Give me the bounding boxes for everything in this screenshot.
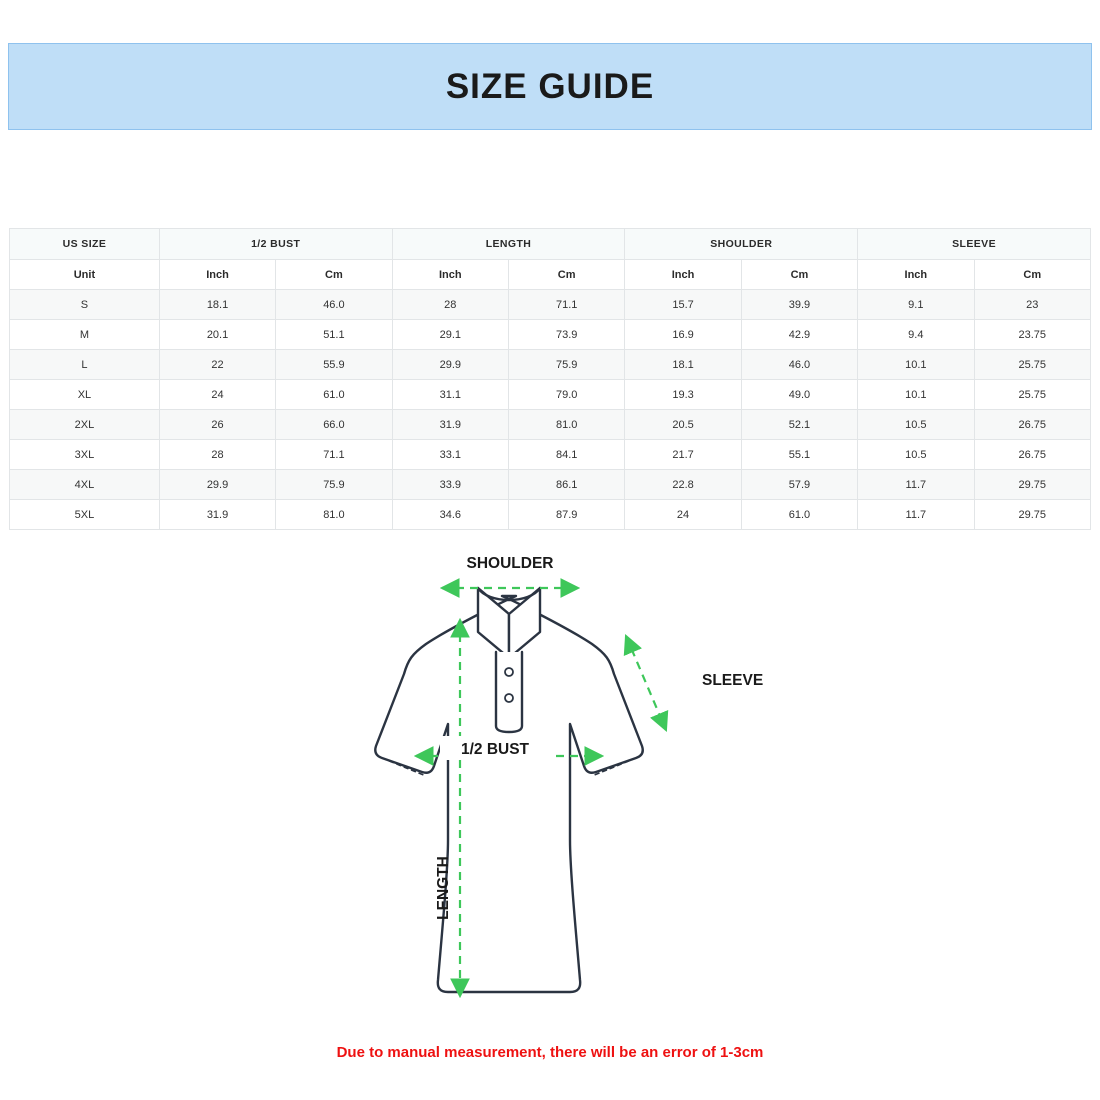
cell-length-cm: 71.1 <box>508 290 624 320</box>
measurement-disclaimer: Due to manual measurement, there will be an error of 1-3cm <box>336 1044 764 1061</box>
cell-shoulder-cm: 46.0 <box>741 350 857 380</box>
cell-length-inch: 31.9 <box>392 410 508 440</box>
cell-shoulder-cm: 61.0 <box>741 500 857 530</box>
cell-bust-inch: 22 <box>159 350 275 380</box>
unit-shoulder-cm: Cm <box>741 260 857 290</box>
cell-bust-cm: 75.9 <box>276 470 392 500</box>
unit-sleeve-cm: Cm <box>974 260 1090 290</box>
table-unit-header-row <box>10 260 1091 290</box>
cell-bust-cm: 66.0 <box>276 410 392 440</box>
table-row <box>10 350 1091 380</box>
column-group-sleeve: SLEEVE <box>858 229 1091 260</box>
button-bottom <box>505 694 513 702</box>
row-size-label: 5XL <box>10 500 160 530</box>
size-table-body <box>10 290 1091 530</box>
cell-sleeve-inch: 10.1 <box>858 380 974 410</box>
cell-shoulder-inch: 20.5 <box>625 410 741 440</box>
cell-bust-inch: 29.9 <box>159 470 275 500</box>
header-banner <box>8 43 1092 130</box>
row-size-label: 4XL <box>10 470 160 500</box>
cell-length-inch: 29.1 <box>392 320 508 350</box>
row-size-label: L <box>10 350 160 380</box>
size-table-container <box>9 228 1091 530</box>
column-group-us-size: US SIZE <box>10 229 160 260</box>
table-row <box>10 410 1091 440</box>
button-top <box>505 668 513 676</box>
row-size-label: 3XL <box>10 440 160 470</box>
cell-sleeve-cm: 26.75 <box>974 410 1090 440</box>
sleeve-arrow <box>626 636 666 730</box>
cell-length-cm: 81.0 <box>508 410 624 440</box>
cell-bust-inch: 28 <box>159 440 275 470</box>
unit-shoulder-inch: Inch <box>625 260 741 290</box>
cell-sleeve-inch: 11.7 <box>858 470 974 500</box>
cell-shoulder-inch: 18.1 <box>625 350 741 380</box>
unit-length-cm: Cm <box>508 260 624 290</box>
cell-sleeve-cm: 29.75 <box>974 470 1090 500</box>
table-row <box>10 320 1091 350</box>
cell-sleeve-inch: 10.5 <box>858 440 974 470</box>
table-row <box>10 440 1091 470</box>
cell-bust-cm: 55.9 <box>276 350 392 380</box>
cell-length-cm: 79.0 <box>508 380 624 410</box>
cell-bust-cm: 71.1 <box>276 440 392 470</box>
cell-sleeve-cm: 25.75 <box>974 380 1090 410</box>
cell-shoulder-cm: 39.9 <box>741 290 857 320</box>
cell-sleeve-cm: 23 <box>974 290 1090 320</box>
column-group-shoulder: SHOULDER <box>625 229 858 260</box>
cell-length-cm: 75.9 <box>508 350 624 380</box>
cell-shoulder-inch: 19.3 <box>625 380 741 410</box>
cell-bust-cm: 46.0 <box>276 290 392 320</box>
cell-bust-inch: 31.9 <box>159 500 275 530</box>
unit-label: Unit <box>10 260 160 290</box>
table-row <box>10 290 1091 320</box>
unit-sleeve-inch: Inch <box>858 260 974 290</box>
row-size-label: M <box>10 320 160 350</box>
row-size-label: XL <box>10 380 160 410</box>
cell-sleeve-inch: 11.7 <box>858 500 974 530</box>
page-title: SIZE GUIDE <box>445 66 655 106</box>
cell-bust-inch: 24 <box>159 380 275 410</box>
cell-length-inch: 28 <box>392 290 508 320</box>
table-row <box>10 380 1091 410</box>
cell-sleeve-inch: 10.1 <box>858 350 974 380</box>
polo-shirt-outline <box>375 588 643 992</box>
cell-shoulder-cm: 49.0 <box>741 380 857 410</box>
cell-shoulder-inch: 24 <box>625 500 741 530</box>
cell-length-cm: 86.1 <box>508 470 624 500</box>
cell-shoulder-cm: 42.9 <box>741 320 857 350</box>
cell-bust-inch: 26 <box>159 410 275 440</box>
column-group-bust: 1/2 BUST <box>159 229 392 260</box>
cell-sleeve-cm: 25.75 <box>974 350 1090 380</box>
cell-shoulder-cm: 52.1 <box>741 410 857 440</box>
cell-bust-inch: 20.1 <box>159 320 275 350</box>
cell-shoulder-inch: 15.7 <box>625 290 741 320</box>
sleeve-label: SLEEVE <box>702 672 764 689</box>
cell-length-inch: 34.6 <box>392 500 508 530</box>
unit-bust-inch: Inch <box>159 260 275 290</box>
row-size-label: S <box>10 290 160 320</box>
cell-sleeve-cm: 23.75 <box>974 320 1090 350</box>
cell-sleeve-inch: 10.5 <box>858 410 974 440</box>
garment-measurement-illustration <box>330 540 800 1020</box>
cell-length-cm: 84.1 <box>508 440 624 470</box>
cell-length-inch: 33.1 <box>392 440 508 470</box>
cell-bust-cm: 81.0 <box>276 500 392 530</box>
cell-length-inch: 33.9 <box>392 470 508 500</box>
cell-bust-cm: 61.0 <box>276 380 392 410</box>
table-group-header-row <box>10 229 1091 260</box>
column-group-length: LENGTH <box>392 229 625 260</box>
shoulder-label: SHOULDER <box>466 555 554 572</box>
cell-shoulder-inch: 16.9 <box>625 320 741 350</box>
cell-bust-inch: 18.1 <box>159 290 275 320</box>
table-row <box>10 500 1091 530</box>
cell-bust-cm: 51.1 <box>276 320 392 350</box>
cell-sleeve-inch: 9.1 <box>858 290 974 320</box>
unit-length-inch: Inch <box>392 260 508 290</box>
cell-length-cm: 73.9 <box>508 320 624 350</box>
cell-length-cm: 87.9 <box>508 500 624 530</box>
cell-length-inch: 29.9 <box>392 350 508 380</box>
cell-shoulder-cm: 57.9 <box>741 470 857 500</box>
cell-shoulder-inch: 22.8 <box>625 470 741 500</box>
cell-shoulder-cm: 55.1 <box>741 440 857 470</box>
table-row <box>10 470 1091 500</box>
cell-sleeve-cm: 29.75 <box>974 500 1090 530</box>
unit-bust-cm: Cm <box>276 260 392 290</box>
cell-sleeve-inch: 9.4 <box>858 320 974 350</box>
bust-label: 1/2 BUST <box>460 741 530 758</box>
length-label: LENGTH <box>435 856 452 920</box>
cell-sleeve-cm: 26.75 <box>974 440 1090 470</box>
size-table <box>9 228 1091 530</box>
row-size-label: 2XL <box>10 410 160 440</box>
cell-shoulder-inch: 21.7 <box>625 440 741 470</box>
cell-length-inch: 31.1 <box>392 380 508 410</box>
